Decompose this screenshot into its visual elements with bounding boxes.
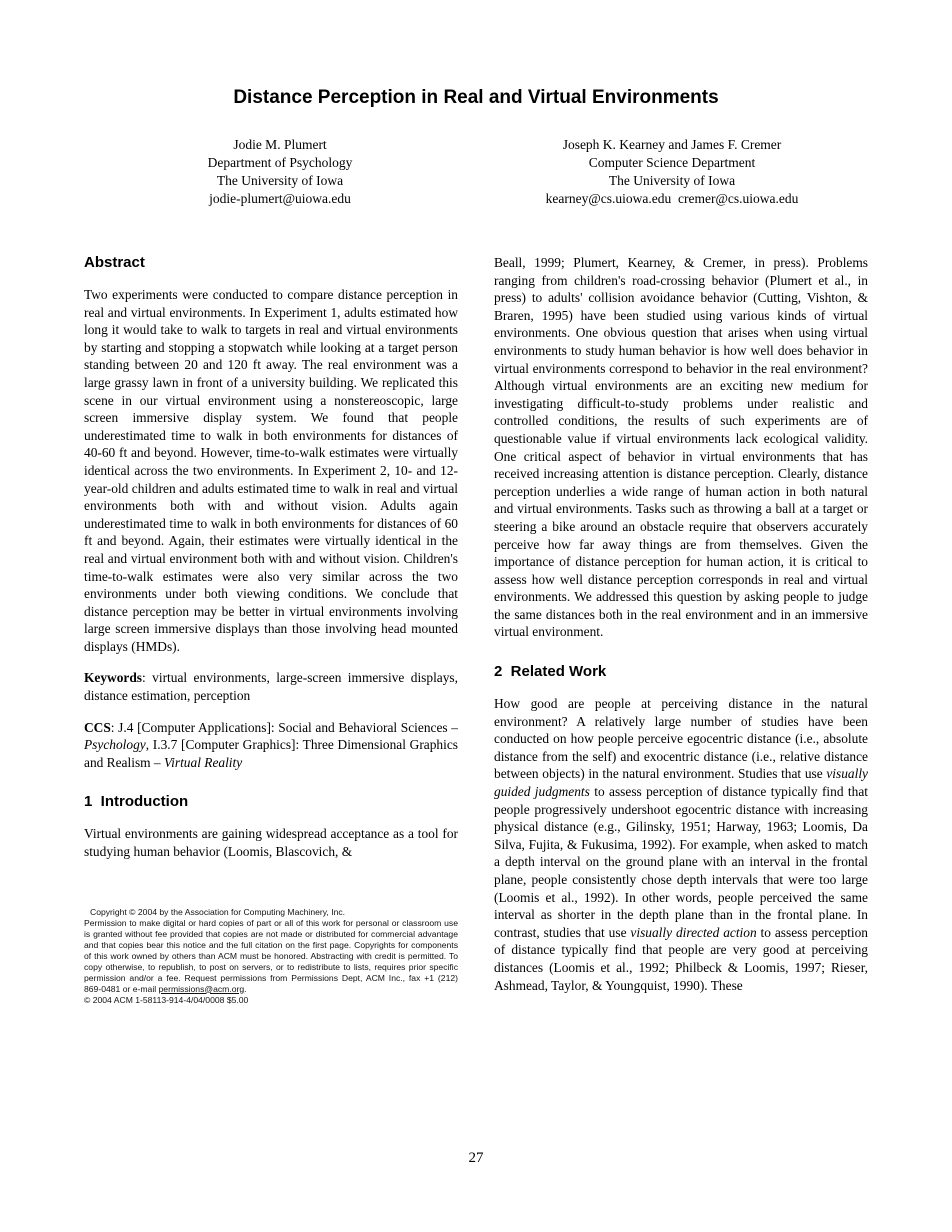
related-work-italic-2: visually directed action <box>630 924 757 940</box>
abstract-heading: Abstract <box>84 254 145 271</box>
abstract-body: Two experiments were conducted to compare distance perception in real and virtual environments. In Experiment 1, adults estimated how long it would take to walk to targets in real and virtual environments by starting and stopping a stopwatch while looking at a target person standing between 20 and 120 ft away. The real environment was a large grassy lawn in front of a university building. We replicated this scene in our virtual environment using a nonstereoscopic, large screen immersive display system. We found that people underestimated time to walk in both environments for distances of 40-60 ft and beyond. However, time-to-walk estimates were virtually identical across the two environments. In Experiment 2, 10- and 12-year-old children and adults estimated time to walk in real and virtual environments both with and without vision. Adults again underestimated time to walk in both environments for distances of 60 ft and beyond. Again, their estimates were virtually identical in the real and virtual environment both with and without vision. Children's time-to-walk estimates were also very similar across the two environments under both viewing conditions. We conclude that distance perception may be better in virtual environments involving large screen immersive displays than those involving head mounted displays (HMDs). <box>84 287 458 654</box>
keywords-paragraph <box>84 669 458 704</box>
copyright-line1: Copyright © 2004 by the Association for Computing Machinery, Inc. <box>90 906 346 917</box>
copyright-body <box>84 918 458 995</box>
ccs-text-2: , I.3.7 [Computer Graphics]: Three Dimensional Graphics and Realism – <box>84 737 458 770</box>
permissions-email-link[interactable]: permissions@acm.org <box>158 983 245 994</box>
related-work-italic-1: visually guided judgments <box>494 766 868 800</box>
copyright-text-end: . <box>244 983 247 994</box>
author-university: The University of Iowa <box>608 173 736 188</box>
paper-title: Distance Perception in Real and Virtual Environments <box>233 87 719 108</box>
copyright-notice <box>84 907 458 1006</box>
ccs-italic-virtual-reality: Virtual Reality <box>163 754 243 770</box>
author-name: Jodie M. Plumert <box>233 137 327 152</box>
author-email: kearney@cs.uiowa.edu cremer@cs.uiowa.edu <box>545 191 799 206</box>
author-email: jodie-plumert@uiowa.edu <box>209 191 351 206</box>
introduction-body: Virtual environments are gaining widespread acceptance as a tool for studying human behavior (Loomis, Blascovich, & <box>84 826 458 860</box>
introduction-continuation: Beall, 1999; Plumert, Kearney, & Cremer, in press). Problems ranging from children's road-crossing behavior (Plumert et al., in press) to adults' collision avoidance behavior (Cutting, Vishton, & Braren, 1995) have been studied using various kinds of virtual environments. One obvious question that arises when using virtual environments to study human behavior is how well does behavior in virtual environments correspond to behavior in the real environment? Although virtual environments are an exciting new medium for investigating difficult-to-study problems under realistic and controlled conditions, the results of such experiments are of questionable value if virtual environments lack ecological validity. One critical aspect of behavior in virtual environments that has received increasing attention is distance perception. Clearly, distance perception underlies a wide range of human action in both natural and virtual environments. Tasks such as throwing a ball at a target or steering a bike around an obstacle require that observers accurately perceive how far away things are from themselves. Given the importance of distance perception for human action, it is critical to assess how well distance perception corresponds in real and virtual environments. We addressed this question by asking people to judge the same distances both in the real environment and in an immersive virtual environment. <box>494 255 868 640</box>
related-work-text-3: to assess perception of distance typically find that people are very good at perceiving distances (Loomis et al., 1992; Philbeck & Loomis, 1997; Rieser, Ashmead, Taylor, & Youngquist, 1990). These <box>494 924 868 993</box>
author-department: Department of Psychology <box>207 155 353 170</box>
keywords-label: Keywords <box>84 670 143 686</box>
keywords-text: : virtual environments, large-screen immersive displays, distance estimation, perception <box>84 670 458 704</box>
author-department: Computer Science Department <box>588 155 756 170</box>
related-work-text-2: to assess perception of distance typically find that people progressively undershoot egocentric distance with increasing physical distance (e.g., Gilinsky, 1951; Harway, 1963; Loomis, Da Silva, Fujita, & Fukusima, 1992). For example, when asked to match a depth interval on the ground plane with an interval in the frontal plane, people consistently chose depth intervals that were too large (Loomis et al., 1992). In other words, people perceived the same interval as shorter in the depth plane than in the frontal plane. In contrast, studies that use <box>494 784 868 940</box>
two-column-body <box>84 254 868 1008</box>
ccs-paragraph <box>84 719 458 772</box>
ccs-italic-psychology: Psychology <box>84 737 146 753</box>
ccs-label: CCS <box>84 719 111 735</box>
author-blocks <box>84 136 868 208</box>
left-column <box>84 254 458 1008</box>
related-work-text-1: How good are people at perceiving distance in the natural environment? A relatively large number of studies have been conducted on how people perceive egocentric distance (i.e., absolute distance from the self) and exocentric distance (i.e., relative distance between objects) in the natural environment. Studies that use <box>494 696 868 782</box>
introduction-heading: 1 Introduction <box>84 793 189 811</box>
author-name: Joseph K. Kearney and James F. Cremer <box>562 137 782 152</box>
ccs-text-1: : J.4 [Computer Applications]: Social and Behavioral Sciences – <box>110 719 458 735</box>
author-block-left <box>84 136 476 208</box>
page-number: 27 <box>468 1150 484 1166</box>
author-block-right <box>476 136 868 208</box>
right-column <box>494 254 868 1008</box>
related-work-body <box>494 695 868 994</box>
copyright-isbn-line: © 2004 ACM 1-58113-914-4/04/0008 $5.00 <box>84 994 249 1005</box>
related-work-heading: 2 Related Work <box>494 663 607 681</box>
author-university: The University of Iowa <box>216 173 344 188</box>
copyright-text: Permission to make digital or hard copies of part or all of this work for personal or classroom use is granted without fee provided that copies are not made or distributed for commercial advantage and that copies bear this notice and the full citation on the first page. Copyrights for components of this work owned by others than ACM must be honored. Abstracting with credit is permitted. To copy otherwise, to republish, to post on servers, or to redistribute to lists, requires prior specific permission and/or a fee. Request permissions from Permissions Dept, ACM Inc., fax +1 (212) 869-0481 or e-mail <box>84 917 458 994</box>
